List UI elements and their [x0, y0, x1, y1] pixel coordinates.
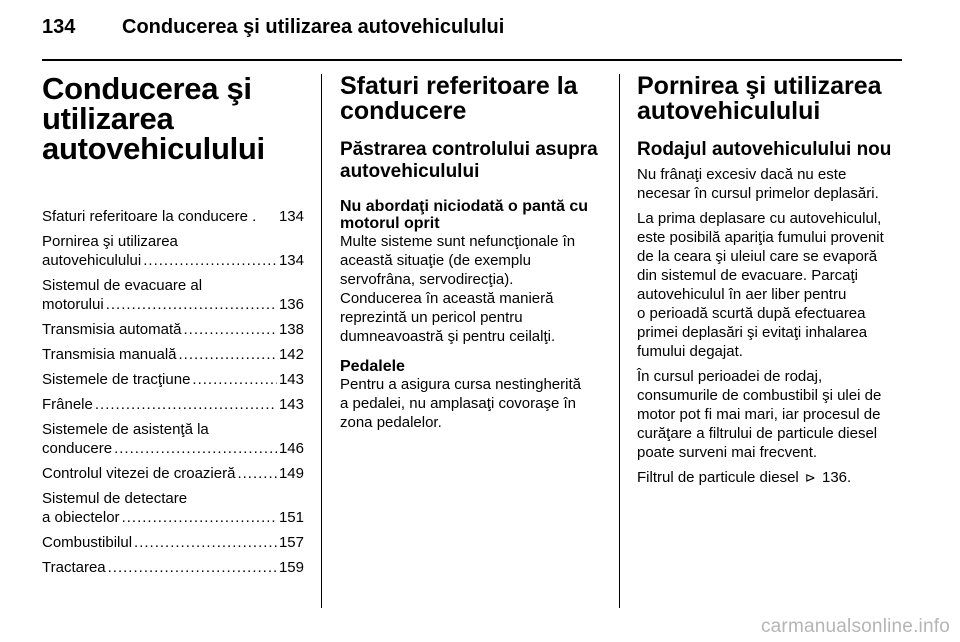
toc-page-number: 159 [278, 559, 304, 576]
toc-entry-label: Transmisia automată [42, 321, 182, 338]
paragraph-text [340, 375, 602, 432]
subsection-heading: Rodajul autovehiculului nou [637, 139, 892, 160]
toc-entry-label: Combustibilul [42, 534, 133, 551]
text-line: poate surveni mai frecvent. [637, 444, 818, 461]
paragraph-title: Pedalele [340, 358, 405, 375]
toc-entry[interactable] [42, 320, 304, 339]
text-line: Pentru a asigura cursa nestingherită [340, 376, 581, 393]
header-title: Conducerea şi utilizarea autovehiculului [122, 16, 505, 38]
toc-page-number: 143 [278, 371, 304, 388]
section-heading-line: Sfaturi referitoare la [340, 72, 578, 100]
text-line: curăţare a filtrului de particule diesel [637, 425, 878, 442]
text-line: servofrâna, servodirecţia). [340, 271, 514, 288]
chapter-title-line: Conducerea şi [42, 71, 252, 106]
toc-entry-label: autovehiculului [42, 252, 142, 269]
toc-entry-label: a obiectelor [42, 509, 120, 526]
text-line: această situaţie (de exemplu [340, 252, 531, 269]
cross-reference-text: Filtrul de particule diesel [637, 469, 799, 486]
section-heading-line: autovehiculului [637, 97, 821, 125]
toc-leader-dots [95, 395, 277, 414]
text-line: În cursul perioadei de rodaj, [637, 368, 823, 385]
chapter-title-line: autovehiculului [42, 131, 265, 166]
text-line: necesar în cursul primelor deplasări. [637, 185, 879, 202]
chapter-title-line: utilizarea [42, 101, 174, 136]
toc-leader-dots [192, 370, 277, 389]
text-line: Nu frânaţi excesiv dacă nu este [637, 166, 847, 183]
toc-leader-dots [122, 508, 277, 527]
toc-page-number: 136 [278, 296, 304, 313]
toc-leader-dots [237, 464, 277, 483]
paragraph-title-line: motorul oprit [340, 215, 440, 232]
toc-entry-label: Sistemul de detectare [42, 490, 188, 507]
toc-page-number: 138 [278, 321, 304, 338]
toc-entry[interactable] [42, 232, 304, 270]
text-line: este posibilă apariţia fumului provenit [637, 229, 884, 246]
toc-entry[interactable] [42, 395, 304, 414]
page-header [42, 15, 902, 45]
toc-entry-label: Tractarea [42, 559, 106, 576]
toc-page-number: 134 [278, 208, 304, 225]
watermark: carmanualsonline.info [760, 616, 950, 637]
section-heading-line: conducere [340, 97, 467, 125]
toc-page-number: 146 [278, 440, 304, 457]
toc-leader-dots [106, 295, 277, 314]
driving-tips-column [340, 74, 602, 432]
cross-reference [637, 468, 907, 487]
subsection-heading [340, 139, 602, 183]
toc-page-number: 142 [278, 346, 304, 363]
text-line: fumului degajat. [637, 343, 743, 360]
toc-entry-label: Sistemele de asistenţă la [42, 421, 209, 438]
toc-page-number: 151 [278, 509, 304, 526]
text-line: primei deplasări şi evitaţi inhalarea [637, 324, 868, 341]
starting-column [637, 74, 907, 487]
text-line: Multe sisteme sunt nefuncţionale în [340, 233, 576, 250]
paragraph-text [637, 209, 907, 361]
toc-entry[interactable] [42, 558, 304, 577]
subsection-heading-line: Păstrarea controlului asupra [340, 139, 598, 160]
text-line: dumneavoastră şi pentru ceilalţi. [340, 328, 556, 345]
toc-entry[interactable] [42, 533, 304, 552]
text-line: zona pedalelor. [340, 414, 442, 431]
text-line: consumurile de combustibil şi ulei de [637, 387, 882, 404]
toc-page-number: 149 [278, 465, 304, 482]
toc-entry[interactable] [42, 464, 304, 483]
table-of-contents [42, 207, 304, 577]
page-number: 134 [42, 16, 76, 38]
paragraph-title [340, 198, 602, 232]
text-line: reprezintă un pericol pentru [340, 309, 523, 326]
section-heading [340, 74, 602, 124]
toc-entry[interactable] [42, 207, 304, 226]
section-heading-line: Pornirea şi utilizarea [637, 72, 882, 100]
chapter-title [42, 71, 304, 166]
text-line: La prima deplasare cu autovehiculul, [637, 210, 882, 227]
text-line: Conducerea în această manieră [340, 290, 554, 307]
toc-entry-label: Sistemele de tracţiune [42, 371, 191, 388]
toc-page-number: 143 [278, 396, 304, 413]
text-line: o perioadă scurtă după efectuarea [637, 305, 866, 322]
text-line: de la ceara şi uleiul care se evaporă [637, 248, 878, 265]
toc-entry[interactable] [42, 276, 304, 314]
toc-leader-dots [134, 533, 277, 552]
toc-entry-label: Frânele [42, 396, 93, 413]
toc-leader-dots [143, 251, 277, 270]
toc-entry[interactable] [42, 345, 304, 364]
cross-reference-page[interactable]: 136. [822, 469, 852, 486]
subsection-heading-line: autovehiculului [340, 161, 480, 182]
toc-entry[interactable] [42, 489, 304, 527]
toc-leader-dots [108, 558, 277, 577]
toc-entry-label: motorului [42, 296, 104, 313]
section-heading [637, 74, 907, 124]
toc-page-number: 134 [278, 252, 304, 269]
toc-entry-label: conducere [42, 440, 113, 457]
paragraph-text [637, 165, 907, 203]
toc-entry[interactable] [42, 420, 304, 458]
toc-page-number: 157 [278, 534, 304, 551]
toc-entry-label: Sfaturi referitoare la conducere . [42, 208, 257, 225]
toc-entry-label: Sistemul de evacuare al [42, 277, 203, 294]
header-rule [42, 59, 902, 61]
toc-entry-label: Controlul vitezei de croazieră [42, 465, 236, 482]
paragraph-text [637, 367, 907, 462]
toc-leader-dots [114, 439, 277, 458]
toc-leader-dots [179, 345, 277, 364]
toc-entry-label: Pornirea şi utilizarea [42, 233, 178, 250]
text-line: autovehiculul în aer liber pentru [637, 286, 847, 303]
paragraph-title-line: Nu abordaţi niciodată o pantă cu [340, 198, 589, 215]
text-line: motor pot fi mai mari, iar procesul de [637, 406, 881, 423]
toc-leader-dots [184, 320, 277, 339]
reference-arrow-icon: ⊳ [804, 470, 816, 485]
toc-entry[interactable] [42, 370, 304, 389]
paragraph-text [340, 232, 602, 346]
text-line: a pedalei, nu amplasaţi covoraşe în [340, 395, 576, 412]
chapter-column [42, 71, 304, 583]
text-line: din sistemul de evacuare. Parcaţi [637, 267, 858, 284]
toc-entry-label: Transmisia manuală [42, 346, 177, 363]
column-divider-2 [619, 74, 620, 608]
column-divider-1 [321, 74, 322, 608]
